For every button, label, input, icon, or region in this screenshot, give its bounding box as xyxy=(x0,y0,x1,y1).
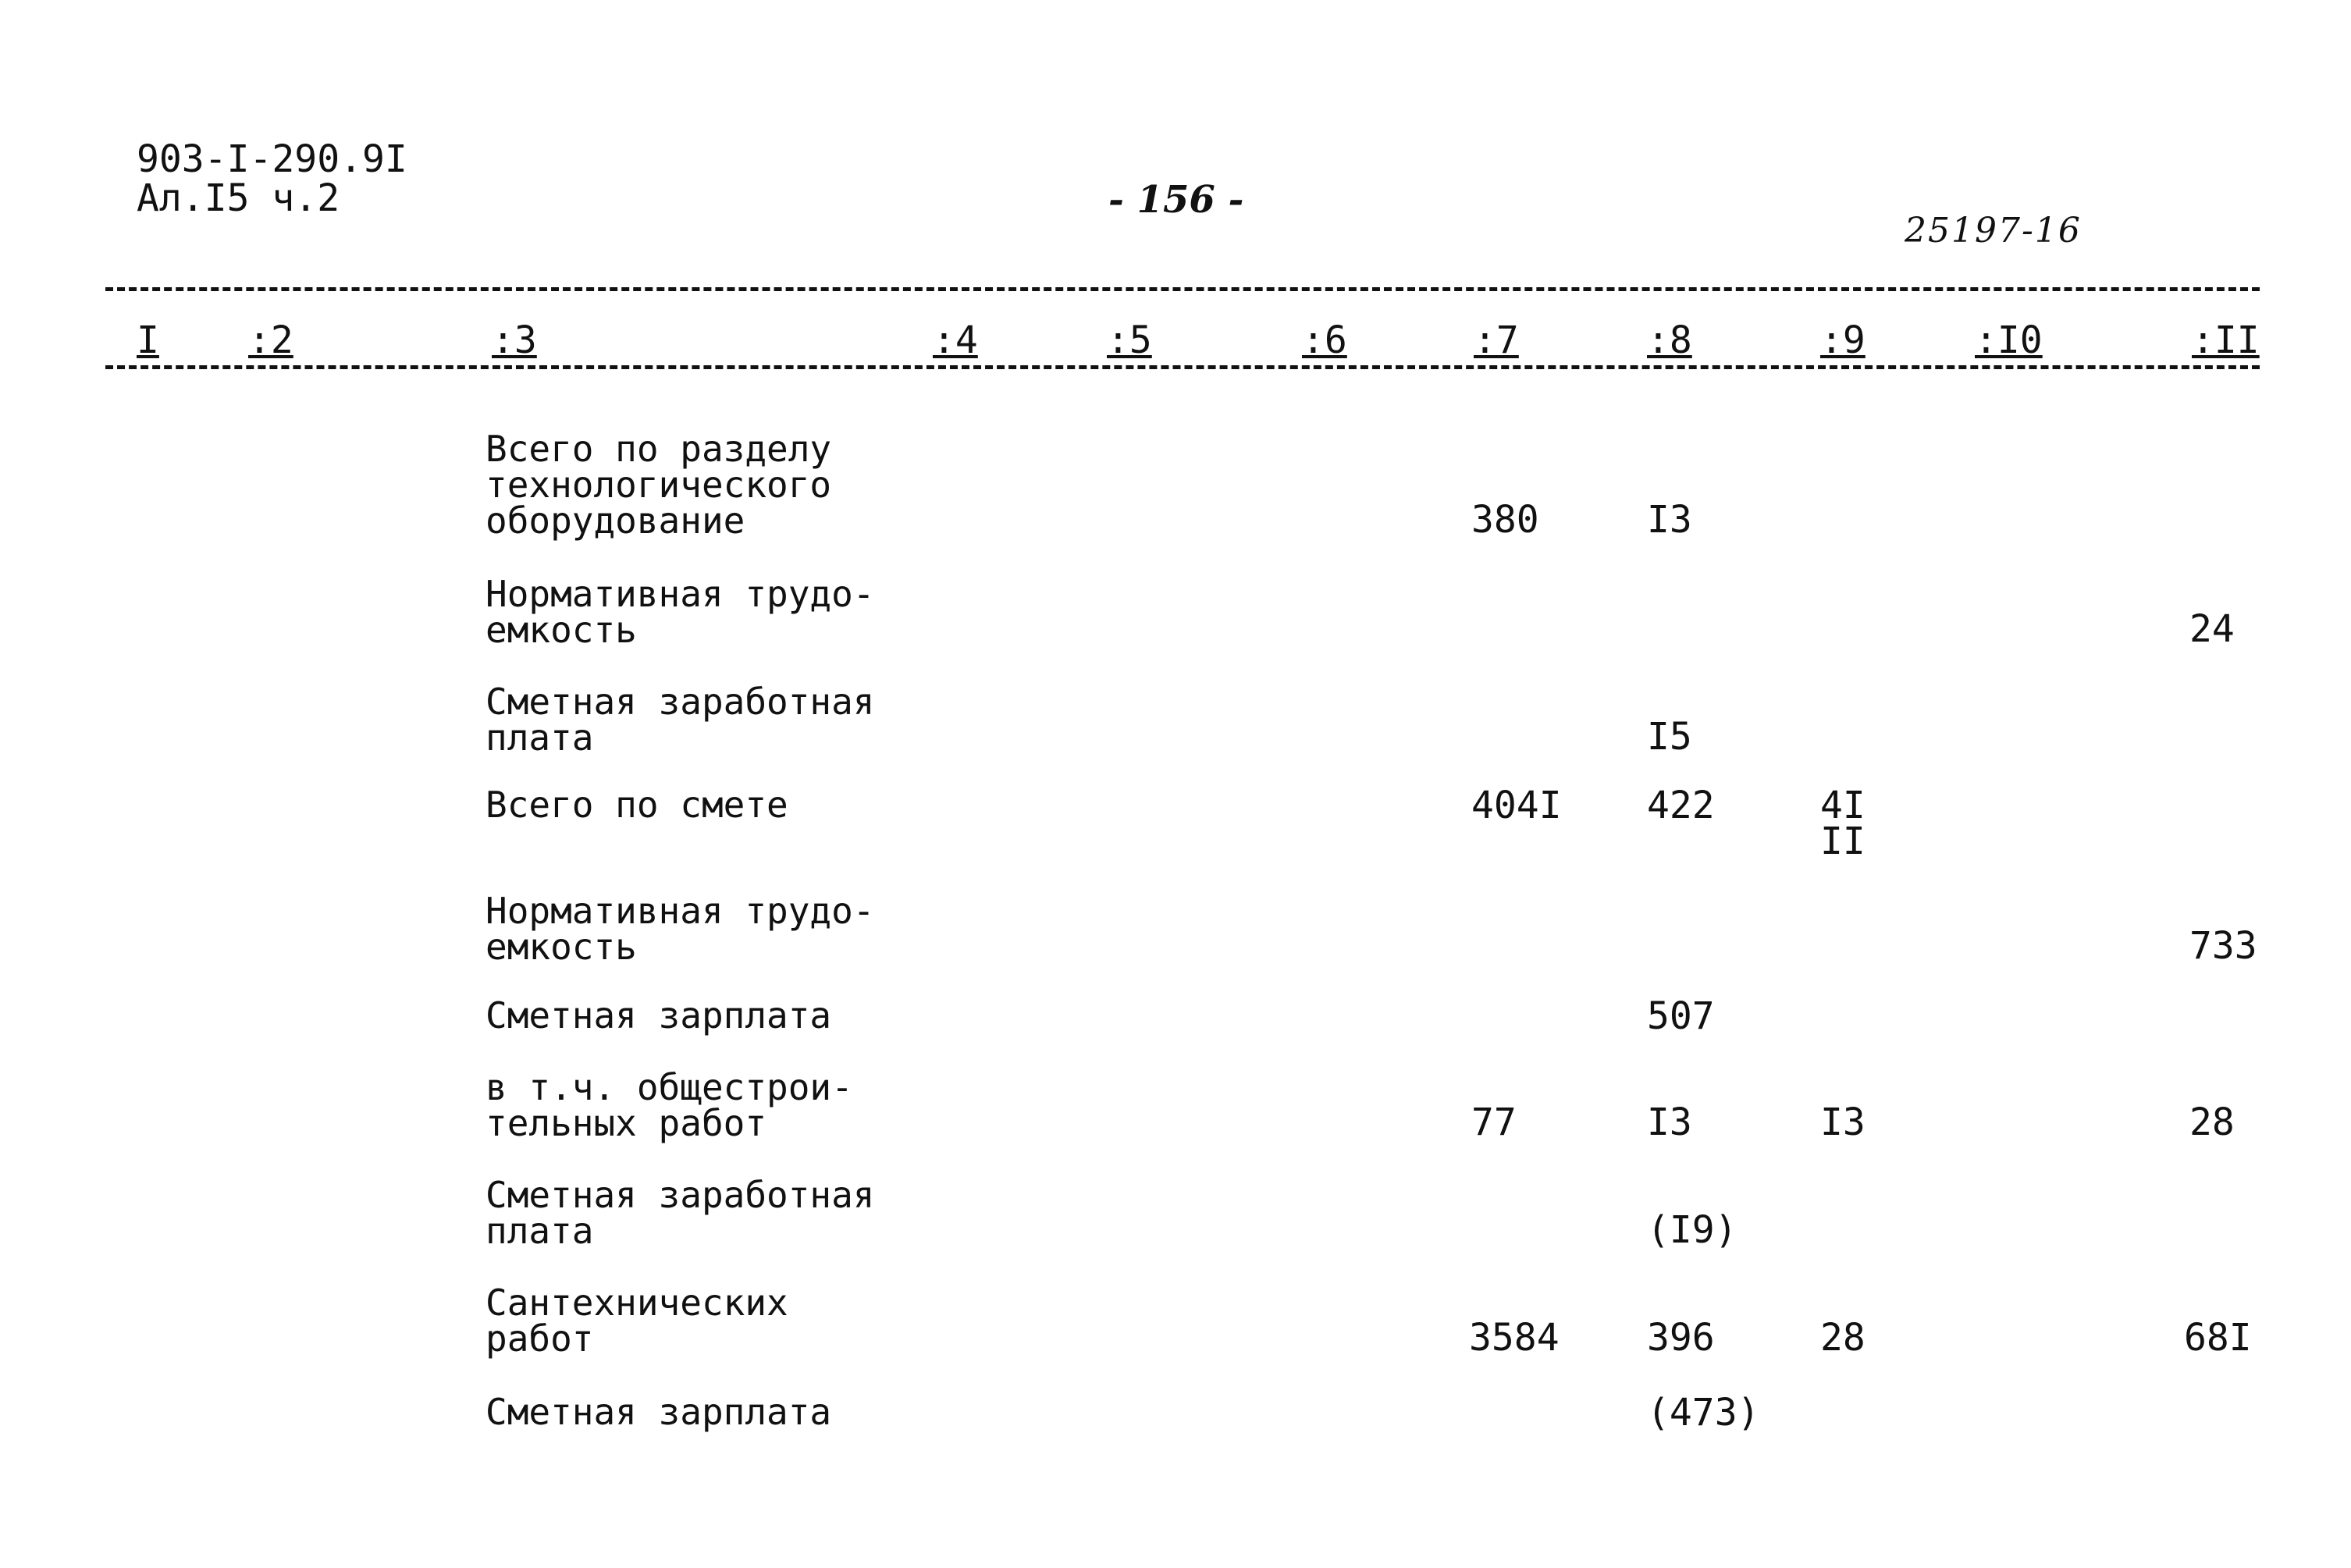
column-number-1: I xyxy=(137,318,159,362)
cell-col8: 507 xyxy=(1647,994,1715,1038)
column-number-5: :5 xyxy=(1107,318,1152,362)
row-label xyxy=(485,1174,923,1252)
row-label-line: Нормативная трудо- xyxy=(485,890,875,932)
cell-col11: 24 xyxy=(2189,607,2235,651)
cell-col7: 404I xyxy=(1471,784,1562,827)
row-label-line: Сметная заработная xyxy=(485,1174,875,1216)
cell-col9-second-line: II xyxy=(1820,820,1866,863)
cell-col8: 422 xyxy=(1647,784,1715,827)
row-label-line: Сметная зарплата xyxy=(485,994,832,1036)
row-label xyxy=(485,1066,923,1144)
row-label-line: Сметная зарплата xyxy=(485,1391,832,1433)
row-label xyxy=(485,994,923,1036)
row-label-line: в т.ч. общестрои- xyxy=(485,1066,853,1108)
cell-col7: 3584 xyxy=(1469,1316,1560,1360)
page-number: - 156 - xyxy=(1108,178,1244,222)
cell-col8: I5 xyxy=(1647,715,1692,759)
row-label-line: Нормативная трудо- xyxy=(485,573,875,615)
row-label xyxy=(485,428,923,542)
column-number-11: :II xyxy=(2192,318,2260,362)
row-label-line: плата xyxy=(485,1210,594,1252)
row-label-line: Сметная заработная xyxy=(485,681,875,723)
row-label-line: емкость xyxy=(485,926,637,968)
row-label xyxy=(485,784,923,826)
column-number-2: :2 xyxy=(248,318,293,362)
archive-number: 25197-16 xyxy=(1905,211,2082,251)
cell-col11: 68I xyxy=(2184,1316,2252,1360)
album-reference: Ал.I5 ч.2 xyxy=(137,176,340,220)
cell-col7: 380 xyxy=(1471,498,1539,542)
cell-col11: 28 xyxy=(2189,1100,2235,1144)
cell-col8: I3 xyxy=(1647,1100,1692,1144)
document-code: 903-I-290.9I xyxy=(137,137,407,181)
row-label-line: тельных работ xyxy=(485,1102,767,1144)
cell-col7: 77 xyxy=(1471,1100,1517,1144)
column-number-6: :6 xyxy=(1302,318,1347,362)
column-number-10: :I0 xyxy=(1975,318,2043,362)
top-dashed-rule xyxy=(105,287,2260,291)
row-label xyxy=(485,1282,923,1360)
column-number-3: :3 xyxy=(492,318,537,362)
cell-col8: (I9) xyxy=(1647,1208,1737,1252)
row-label-line: оборудование xyxy=(485,500,745,542)
cell-col11: 733 xyxy=(2189,924,2257,968)
column-number-4: :4 xyxy=(933,318,978,362)
row-label-line: плата xyxy=(485,716,594,759)
cell-col9: 28 xyxy=(1820,1316,1866,1360)
cell-col8: 396 xyxy=(1647,1316,1715,1360)
column-number-8: :8 xyxy=(1647,318,1692,362)
row-label-line: Всего по разделу xyxy=(485,428,832,470)
row-label xyxy=(485,681,923,759)
cell-col9: I3 xyxy=(1820,1100,1866,1144)
row-label-line: работ xyxy=(485,1317,594,1360)
row-label xyxy=(485,573,923,651)
cell-col8: I3 xyxy=(1647,498,1692,542)
cell-col9: 4I xyxy=(1820,784,1866,827)
column-number-9: :9 xyxy=(1820,318,1866,362)
row-label xyxy=(485,1391,923,1433)
column-number-7: :7 xyxy=(1474,318,1519,362)
row-label-line: Всего по смете xyxy=(485,784,788,826)
row-label-line: емкость xyxy=(485,609,637,651)
row-label-line: Сантехнических xyxy=(485,1282,788,1324)
cell-col8: (473) xyxy=(1647,1391,1760,1435)
row-label xyxy=(485,890,923,968)
row-label-line: технологического xyxy=(485,464,832,506)
column-header-rule xyxy=(105,365,2260,369)
